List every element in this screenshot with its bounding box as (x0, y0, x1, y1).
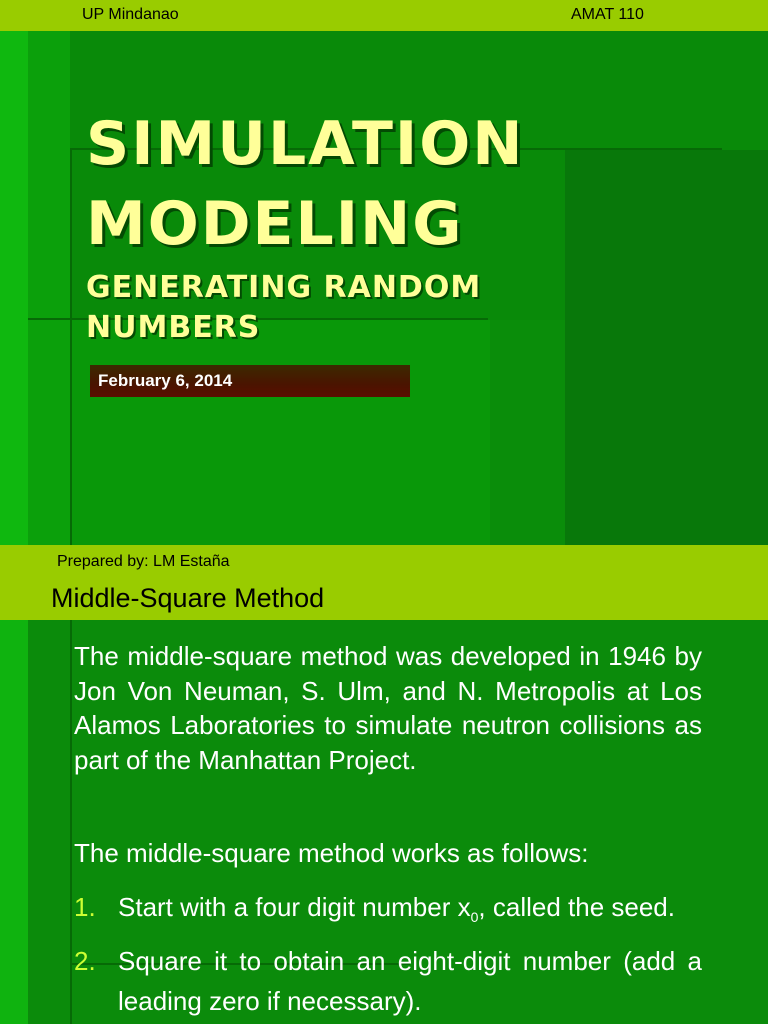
slide-title: SIMULATION MODELING (86, 109, 525, 259)
slide-header-bar (0, 545, 768, 620)
date-bar (90, 365, 410, 397)
prepared-by-label: Prepared by: LM Estaña (57, 553, 230, 570)
left-strip-decoration (0, 31, 28, 545)
divider-line (70, 148, 72, 545)
mid-strip-decoration (28, 31, 70, 545)
body-paragraph: The middle-square method was developed in 1946 by Jon Von Neuman, S. Ulm, and N. Metropolis at Los Alamos Laboratories to simulate neutron collisions as part of the Manhattan Project. (74, 641, 702, 775)
left-strip-decoration (0, 620, 28, 1024)
list-number: 1. (74, 892, 96, 922)
slide-subtitle: GENERATING RANDOM NUMBERS (86, 270, 482, 345)
lower-panel-decoration (70, 320, 490, 545)
right-panel-decoration (565, 150, 768, 545)
content-slide (0, 545, 768, 1024)
list-item (74, 941, 702, 1021)
step-text: Start with a four digit number x (118, 892, 471, 922)
step-text: Square it to obtain an eight-digit number (add a leading zero if necessary). (118, 946, 702, 1017)
course-label: AMAT 110 (571, 6, 644, 23)
date-label: February 6, 2014 (98, 371, 233, 390)
subscript: 0 (470, 909, 479, 926)
step-text: , called the seed. (478, 892, 675, 922)
institution-label: UP Mindanao (82, 6, 179, 23)
slide-heading: Middle-Square Method (51, 583, 325, 613)
list-number: 2. (74, 946, 96, 977)
list-item (74, 887, 702, 937)
slide-header-bar (0, 0, 768, 31)
list-intro: The middle-square method works as follows: (74, 838, 589, 868)
steps-list (74, 887, 702, 1024)
